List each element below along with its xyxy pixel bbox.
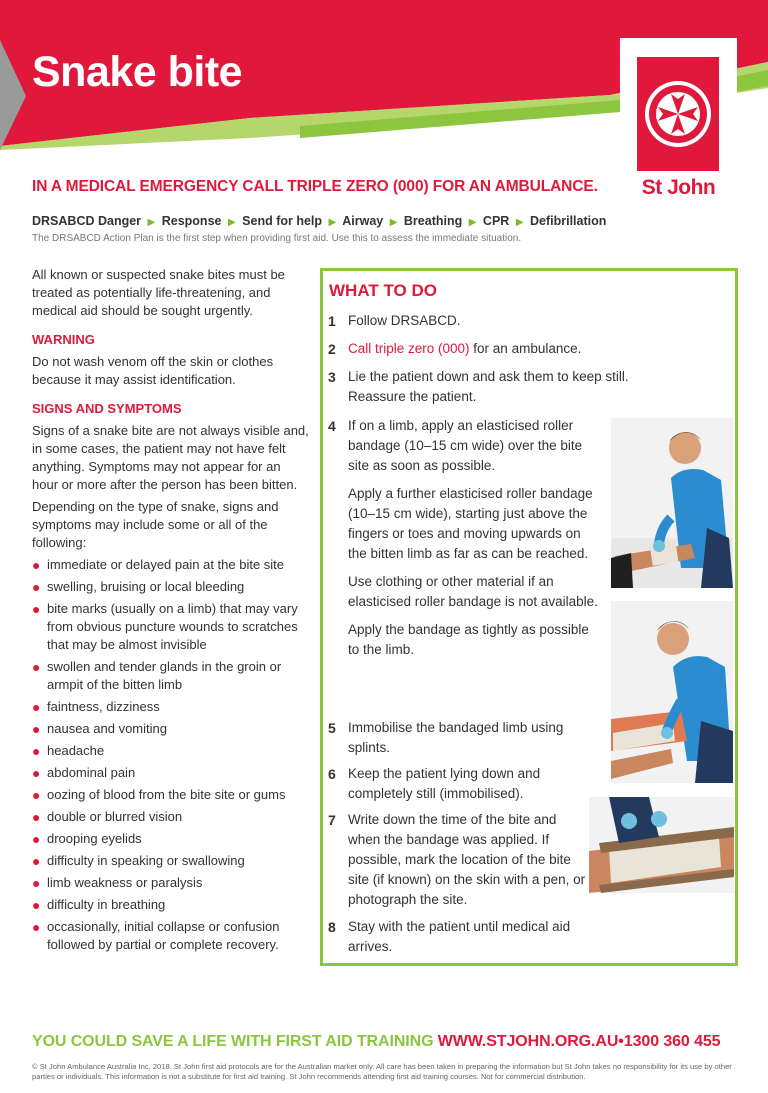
step-number: 6 xyxy=(328,766,336,782)
legal-disclaimer: © St John Ambulance Australia Inc. 2018. St John first aid protocols are for the Australian market only. All care has been taken in preparing the information but St John takes no responsibility for its use by other parties or individuals. This information is not a substitute for first aid training. St John recommends attending first aid training courses. Not for commercial distribution. xyxy=(32,1062,732,1081)
step-number: 1 xyxy=(328,313,336,329)
right-triangle-icon: ▶ xyxy=(147,217,156,228)
step-2 xyxy=(328,339,728,359)
symptom-list xyxy=(32,556,310,954)
st-john-logo xyxy=(620,38,737,198)
emergency-callout: IN A MEDICAL EMERGENCY CALL TRIPLE ZERO (000) FOR AN AMBULANCE. xyxy=(32,178,598,195)
separator-dot: • xyxy=(618,1033,624,1050)
step-text: If on a limb, apply an elasticised roller bandage (10–15 cm wide) over the bite site as soon as possible. Apply a further elasticised roller bandage (10–15 cm wide), starting just above the fingers or toes and moving upwards on the bitten limb as far as can be reached. Use clothing or other material if an elasticised roller bandage is not available. Apply the bandage as tightly as possible to the limb. xyxy=(348,418,598,657)
drs-step: Defibrillation xyxy=(530,214,607,228)
drs-step: Airway xyxy=(342,214,384,228)
list-item: ● headache xyxy=(32,743,105,759)
drs-step: Send for help xyxy=(242,214,323,228)
drsabcd-lead: DRSABCD xyxy=(32,214,95,228)
list-item: ● swelling, bruising or local bleeding xyxy=(32,579,245,595)
website-link[interactable]: WWW.STJOHN.ORG.AU xyxy=(437,1033,619,1050)
signs-paragraph: Signs of a snake bite are not always visible and, in some cases, the patient may not have felt anything. Symptoms may not appear for an hour or more after the person has been bitten. xyxy=(32,423,309,492)
step-text: Immobilise the bandaged limb using splints. xyxy=(348,720,564,755)
bullet-dot-icon: ● xyxy=(32,875,41,891)
what-to-do-box xyxy=(320,268,738,966)
list-item: ● bite marks (usually on a limb) that may vary from obvious puncture wounds to scratches that may be almost invisible xyxy=(32,601,298,652)
maltese-cross-icon xyxy=(637,57,719,171)
photo-bandage-bite-site xyxy=(611,418,733,588)
bullet-dot-icon: ● xyxy=(32,743,41,759)
intro-text: All known or suspected snake bites must be treated as potentially life-threatening, and medical aid should be sought urgently. xyxy=(32,267,285,318)
list-item: ● faintness, dizziness xyxy=(32,699,160,715)
page-title: Snake bite xyxy=(32,48,243,96)
list-item: ● abdominal pain xyxy=(32,765,136,781)
list-item: ● difficulty in speaking or swallowing xyxy=(32,853,245,869)
list-item: ● drooping eyelids xyxy=(32,831,142,847)
step-text: Follow DRSABCD. xyxy=(348,313,461,328)
step-number: 2 xyxy=(328,341,336,357)
drs-step: Response xyxy=(161,214,222,228)
footer-cta-text: YOU COULD SAVE A LIFE WITH FIRST AID TRAINING xyxy=(32,1033,438,1050)
bullet-dot-icon: ● xyxy=(32,721,41,737)
signs-paragraph: Depending on the type of snake, signs and symptoms may include some or all of the following: xyxy=(32,499,279,550)
step-6 xyxy=(328,764,568,804)
list-item: ● oozing of blood from the bite site or gums xyxy=(32,787,286,803)
list-item: ● nausea and vomiting xyxy=(32,721,167,737)
bullet-dot-icon: ● xyxy=(32,809,41,825)
step-number: 3 xyxy=(328,369,336,385)
list-item: ● occasionally, initial collapse or confusion followed by partial or complete recovery. xyxy=(32,919,280,952)
step-8 xyxy=(328,917,590,957)
list-item: ● swollen and tender glands in the groin or armpit of the bitten limb xyxy=(32,659,282,692)
step-text: Call triple zero (000) for an ambulance. xyxy=(348,341,582,356)
bullet-dot-icon: ● xyxy=(32,579,41,595)
bullet-dot-icon: ● xyxy=(32,601,41,617)
list-item: ● immediate or delayed pain at the bite site xyxy=(32,557,285,573)
right-triangle-icon: ▶ xyxy=(468,217,477,228)
bullet-dot-icon: ● xyxy=(32,699,41,715)
drsabcd-subtitle: The DRSABCD Action Plan is the first step when providing first aid. Use this to assess the immediate situation. xyxy=(32,233,522,244)
right-triangle-icon: ▶ xyxy=(389,217,398,228)
drs-step: Danger xyxy=(97,214,142,228)
step-1 xyxy=(328,311,728,331)
photo-splinted-limb xyxy=(589,797,734,893)
logo-wordmark: St John xyxy=(641,176,716,199)
list-item: ● difficulty in breathing xyxy=(32,897,166,913)
step-text: Write down the time of the bite and when the bandage was applied. If possible, mark the location of the bite site (if known) on the skin with a pen, or photograph the site. xyxy=(348,812,586,907)
step-7 xyxy=(328,810,590,910)
bullet-dot-icon: ● xyxy=(32,557,41,573)
bullet-dot-icon: ● xyxy=(32,787,41,803)
step-number: 4 xyxy=(328,418,336,434)
bullet-dot-icon: ● xyxy=(32,919,41,935)
step-5 xyxy=(328,718,568,758)
footer-call-to-action xyxy=(32,1033,720,1051)
drs-step: Breathing xyxy=(403,214,463,228)
right-triangle-icon: ▶ xyxy=(227,217,236,228)
list-item: ● double or blurred vision xyxy=(32,809,183,825)
bullet-dot-icon: ● xyxy=(32,659,41,675)
bullet-dot-icon: ● xyxy=(32,765,41,781)
bullet-dot-icon: ● xyxy=(32,853,41,869)
step-number: 8 xyxy=(328,919,336,935)
step-text: Stay with the patient until medical aid arrives. xyxy=(348,919,571,954)
photo-bandage-whole-limb xyxy=(611,601,733,783)
warning-text: Do not wash venom off the skin or clothes because it may assist identification. xyxy=(32,354,274,387)
bullet-dot-icon: ● xyxy=(32,831,41,847)
step-number: 7 xyxy=(328,812,336,828)
step-text: Keep the patient lying down and completely still (immobilised). xyxy=(348,766,541,801)
step-3 xyxy=(328,367,658,407)
right-triangle-icon: ▶ xyxy=(328,217,337,228)
call-000-link: Call triple zero (000) xyxy=(348,341,470,356)
left-column xyxy=(32,266,310,958)
bullet-dot-icon: ● xyxy=(32,897,41,913)
what-to-do-title: WHAT TO DO xyxy=(329,281,437,300)
step-text: Lie the patient down and ask them to keep still. Reassure the patient. xyxy=(348,369,629,404)
signs-heading: SIGNS AND SYMPTOMS xyxy=(32,401,182,416)
right-triangle-icon: ▶ xyxy=(515,217,524,228)
warning-heading: WARNING xyxy=(32,332,95,347)
step-number: 5 xyxy=(328,720,336,736)
drsabcd-line xyxy=(32,214,606,228)
drs-step: CPR xyxy=(482,214,510,228)
logo-square xyxy=(637,57,719,171)
list-item: ● limb weakness or paralysis xyxy=(32,875,203,891)
phone-number[interactable]: 1300 360 455 xyxy=(623,1033,721,1050)
step-4 xyxy=(328,416,598,668)
